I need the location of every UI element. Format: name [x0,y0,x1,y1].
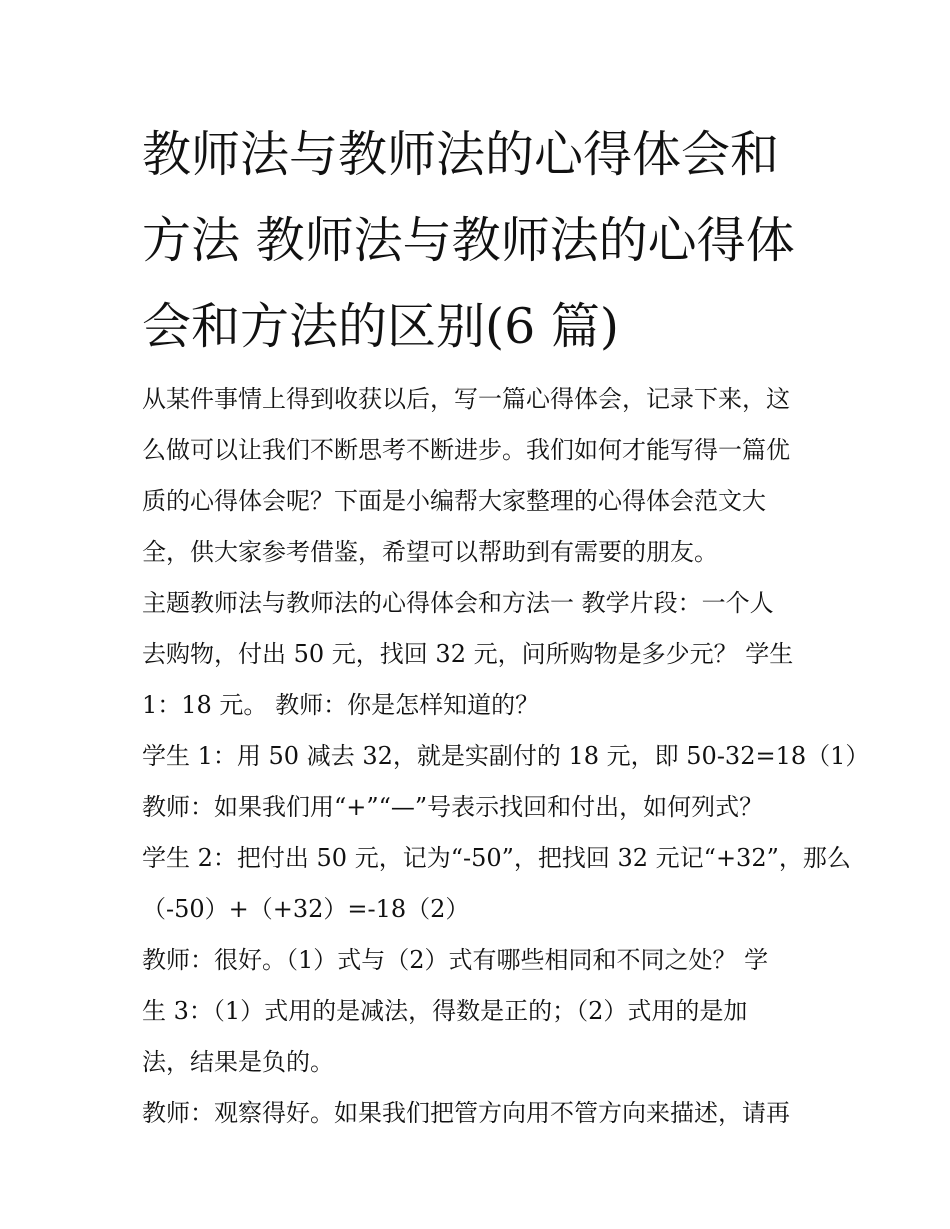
body-line: 生 3：（1）式用的是减法，得数是正的；（2）式用的是加 [142,997,748,1025]
body-line: 么做可以让我们不断思考不断进步。我们如何才能写得一篇优 [142,436,790,464]
body-line: 质的心得体会呢？下面是小编帮大家整理的心得体会范文大 [142,487,766,515]
title-line-2: 方法 教师法与教师法的心得体 [142,212,795,269]
body-line: 教师：很好。（1）式与（2）式有哪些相同和不同之处？ 学 [142,946,769,974]
body-line: 去购物，付出 50 元，找回 32 元，问所购物是多少元？ 学生 [142,640,794,668]
body-line: 教师：如果我们用“+”“—”号表示找回和付出，如何列式？ [142,793,764,821]
document-page [142,112,870,1139]
body-line: 学生 1：用 50 减去 32，就是实副付的 18 元，即 50-32=18（1） [142,742,870,770]
body-line: 从某件事情上得到收获以后，写一篇心得体会，记录下来，这 [142,385,790,413]
body-line: 法，结果是负的。 [142,1048,334,1076]
body-line: 全，供大家参考借鉴，希望可以帮助到有需要的朋友。 [142,538,718,566]
body-line: 主题教师法与教师法的心得体会和方法一 教学片段：一个人 [142,589,774,617]
body-line: 1：18 元。 教师：你是怎样知道的？ [142,691,540,719]
title-line-3: 会和方法的区别(6 篇) [142,298,619,355]
body-line: （-50）+（+32）=-18（2） [142,895,470,923]
title-line-1: 教师法与教师法的心得体会和 [142,126,780,183]
body-line: 教师：观察得好。如果我们把管方向用不管方向来描述，请再 [142,1099,790,1127]
body-line: 学生 2：把付出 50 元，记为“-50”，把找回 32 元记“+32”，那么 [142,844,851,872]
document-title [142,112,822,370]
document-body [142,374,870,1139]
